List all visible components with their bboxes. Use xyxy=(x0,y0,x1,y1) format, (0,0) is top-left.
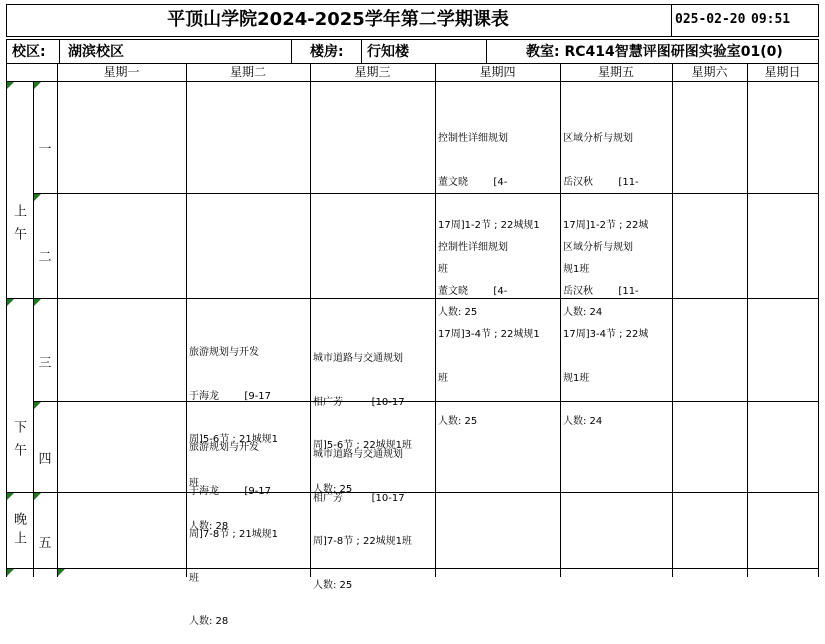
course-teacher: 董文晓 [4- xyxy=(438,176,508,188)
campus-value: 湖滨校区 xyxy=(68,44,124,60)
section-morning: 上午 xyxy=(11,204,26,250)
course-count: 人数: 28 xyxy=(189,616,229,627)
course-count: 人数: 28 xyxy=(189,521,229,532)
print-time: 09:51 xyxy=(751,12,791,27)
corner-marker xyxy=(7,82,14,89)
period-1: 一 xyxy=(38,142,52,157)
page-title: 平顶山学院2024-2025学年第二学期课表 xyxy=(167,9,509,30)
day-header-wed: 星期三 xyxy=(354,65,391,79)
period-4: 四 xyxy=(38,452,52,467)
course-count: 人数: 25 xyxy=(438,416,478,427)
course-teacher: 于海龙 [9-17 xyxy=(189,485,272,497)
course-schedule: 17周]3-4节 ; 22城 xyxy=(563,329,649,340)
course-count: 人数: 25 xyxy=(313,579,353,591)
section-evening: 晚上 xyxy=(11,512,26,550)
building-label: 楼房: xyxy=(310,44,344,60)
period-3: 三 xyxy=(38,356,52,371)
course-schedule: 17周]1-2节 ; 22城规1 xyxy=(438,220,540,231)
course-teacher: 相广芳 [10-17 xyxy=(313,396,405,408)
period-2: 二 xyxy=(38,250,52,265)
corner-marker xyxy=(7,569,14,576)
course-schedule: 17周]1-2节 ; 22城 xyxy=(563,220,649,231)
course-teacher: 岳汉秋 [11- xyxy=(563,285,639,297)
corner-marker xyxy=(34,194,41,201)
course-name: 区域分析与规划 xyxy=(563,133,633,144)
course-class: 班 xyxy=(189,477,199,489)
course-teacher: 岳汉秋 [11- xyxy=(563,176,639,188)
day-header-fri: 星期五 xyxy=(597,65,634,79)
course-name: 控制性详细规划 xyxy=(438,133,508,144)
print-date: 025-02-20 xyxy=(675,12,746,27)
period-5: 五 xyxy=(38,536,52,551)
course-teacher: 相广芳 [10-17 xyxy=(313,492,405,504)
course-count: 人数: 25 xyxy=(313,483,353,495)
course-schedule: 周]5-6节 ; 22城规1班 xyxy=(313,440,413,451)
campus-label: 校区: xyxy=(12,44,46,60)
course-teacher: 董文晓 [4- xyxy=(438,285,508,297)
course-name: 旅游规划与开发 xyxy=(189,442,259,453)
day-header-sat: 星期六 xyxy=(691,65,728,79)
course-class: 班 xyxy=(438,372,448,384)
corner-marker xyxy=(7,493,14,500)
course-cell-wed-4[interactable] xyxy=(313,419,434,608)
course-schedule: 周]7-8节 ; 21城规1 xyxy=(189,529,279,540)
corner-marker xyxy=(7,299,14,306)
course-schedule: 17周]3-4节 ; 22城规1 xyxy=(438,329,540,340)
course-name: 城市道路与交通规划 xyxy=(313,353,403,364)
day-header-thu: 星期四 xyxy=(479,65,516,79)
course-teacher: 于海龙 [9-17 xyxy=(189,390,272,402)
course-name: 城市道路与交通规划 xyxy=(313,449,403,460)
classroom-value: 教室: RC414智慧评图研图实验室01(0) xyxy=(526,44,783,60)
day-header-mon: 星期一 xyxy=(103,65,140,79)
course-class: 班 xyxy=(189,572,199,584)
section-afternoon: 下午 xyxy=(11,420,26,466)
day-header-sun: 星期日 xyxy=(764,65,801,79)
course-cell-thu-2[interactable] xyxy=(438,212,559,444)
building-value: 行知楼 xyxy=(367,44,409,60)
course-name: 控制性详细规划 xyxy=(438,242,508,253)
course-cell-tue-4[interactable] xyxy=(189,412,309,644)
course-class: 规1班 xyxy=(563,263,590,275)
course-count: 人数: 24 xyxy=(563,307,603,318)
corner-marker xyxy=(34,402,41,409)
day-header-tue: 星期二 xyxy=(229,65,266,79)
corner-marker xyxy=(58,569,65,576)
course-name: 旅游规划与开发 xyxy=(189,347,259,358)
course-name: 区域分析与规划 xyxy=(563,242,633,253)
course-count: 人数: 25 xyxy=(438,307,478,318)
corner-marker xyxy=(34,82,41,89)
course-schedule: 周]7-8节 ; 22城规1班 xyxy=(313,536,413,547)
course-class: 班 xyxy=(438,263,448,275)
course-count: 人数: 24 xyxy=(563,416,603,427)
course-schedule: 周]5-6节 ; 21城规1 xyxy=(189,434,279,445)
course-cell-fri-2[interactable] xyxy=(563,212,671,444)
corner-marker xyxy=(34,493,41,500)
corner-marker xyxy=(34,299,41,306)
course-class: 规1班 xyxy=(563,372,590,384)
